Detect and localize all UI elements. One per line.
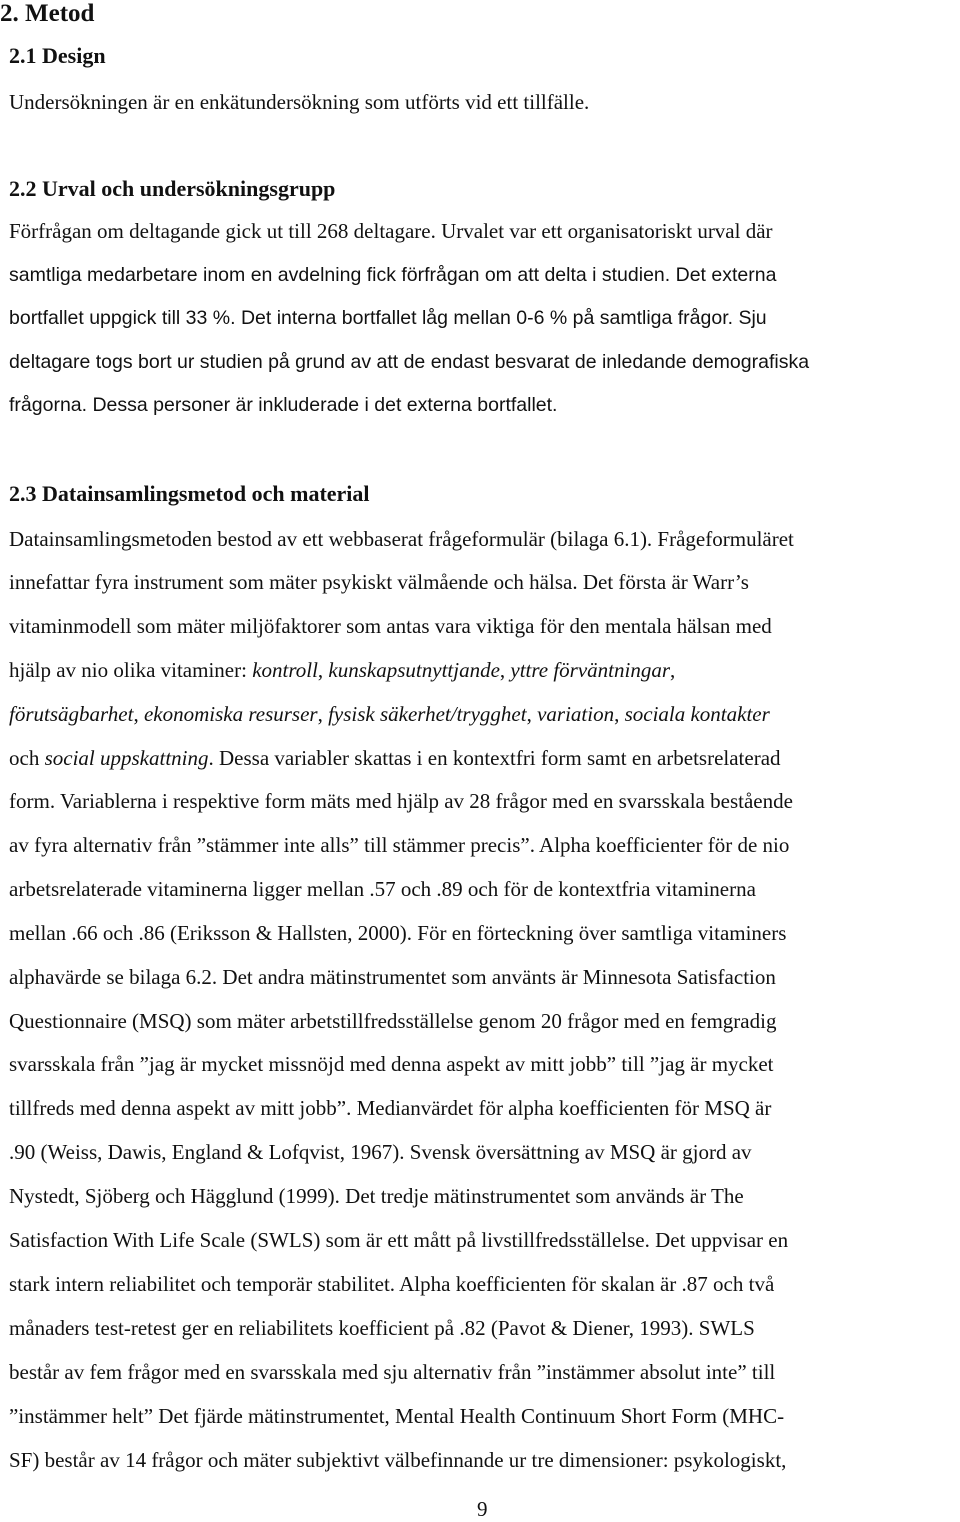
body-line: månaders test-retest ger en reliabilitets koefficient på .82 (Pavot & Diener, 1993). SWLS (9, 1316, 755, 1340)
body-line: Satisfaction With Life Scale (SWLS) som är ett mått på livstillfredsställelse. Det uppvisar en (9, 1228, 789, 1252)
heading-urval: 2.2 Urval och undersökningsgrupp (9, 176, 336, 201)
body-text: , (670, 658, 676, 682)
vitamin-term: sociala kontakter (624, 702, 770, 726)
body-line: innefattar fyra instrument som mäter psykiskt välmående och hälsa. Det första är Warr’s (9, 570, 749, 594)
body-line: Nystedt, Sjöberg och Hägglund (1999). Det tredje mätinstrumentet som används är The (9, 1184, 744, 1208)
body-line: består av fem frågor med en svarsskala med sju alternativ från ”instämmer absolut inte” till (9, 1360, 776, 1384)
body-line: ”instämmer helt” Det fjärde mätinstrumentet, Mental Health Continuum Short Form (MHC- (9, 1404, 785, 1428)
body-line: svarsskala från ”jag är mycket missnöjd med denna aspekt av mitt jobb” till ”jag är mycket (9, 1052, 774, 1076)
body-text: , (133, 702, 144, 726)
section-heading-metod: 2. Metod (0, 0, 95, 27)
urval-line: frågorna. Dessa personer är inkluderade i det externa bortfallet. (9, 394, 558, 416)
urval-line: bortfallet uppgick till 33 %. Det interna bortfallet låg mellan 0-6 % på samtliga frågor. Sju (9, 307, 767, 329)
vitamin-term: förutsägbarhet (9, 702, 134, 726)
body-text: , (614, 702, 625, 726)
design-text: Undersökningen är en enkätundersökning som utförts vid ett tillfälle. (9, 90, 590, 114)
vitamin-term: kontroll (252, 658, 318, 682)
body-line: stark intern reliabilitet och temporär stabilitet. Alpha koefficienten för skalan är .87 och två (9, 1272, 775, 1296)
body-text: , (499, 658, 511, 682)
body-line (9, 656, 675, 684)
vitamin-term: yttre förväntningar (510, 658, 671, 682)
body-line (9, 744, 781, 772)
body-line (9, 700, 770, 728)
vitamin-term: kunskapsutnyttjande (328, 658, 500, 682)
body-line: SF) består av 14 frågor och mäter subjektivt välbefinnande ur tre dimensioner: psykologiskt, (9, 1448, 787, 1472)
body-text: och (9, 746, 45, 770)
urval-line: Förfrågan om deltagande gick ut till 268 deltagare. Urvalet var ett organisatoriskt urval där (9, 219, 773, 243)
page-number: 9 (477, 1497, 488, 1521)
body-text: , (317, 658, 329, 682)
vitamin-term: social uppskattning (44, 746, 209, 770)
body-line: Datainsamlingsmetoden bestod av ett webbaserat frågeformulär (bilaga 6.1). Frågeformuläret (9, 527, 794, 551)
body-line: arbetsrelaterade vitaminerna ligger mellan .57 och .89 och för de kontextfria vitaminerna (9, 877, 756, 901)
body-text: , (526, 702, 538, 726)
body-text: hjälp av nio olika vitaminer: (9, 658, 253, 682)
vitamin-term: ekonomiska resurser (143, 702, 318, 726)
body-line: Questionnaire (MSQ) som mäter arbetstillfredsställelse genom 20 frågor med en femgradig (9, 1009, 777, 1033)
body-text: . Dessa variabler skattas i en kontextfri form samt en arbetsrelaterad (208, 746, 781, 770)
body-line: form. Variablerna i respektive form mäts med hjälp av 28 frågor med en svarsskala bestående (9, 789, 793, 813)
vitamin-term: variation (537, 702, 615, 726)
body-text: , (317, 702, 329, 726)
heading-datainsamling: 2.3 Datainsamlingsmetod och material (9, 481, 370, 506)
body-line: vitaminmodell som mäter miljöfaktorer som antas vara viktiga för den mentala hälsan med (9, 614, 772, 638)
urval-line: samtliga medarbetare inom en avdelning fick förfrågan om att delta i studien. Det externa (9, 264, 777, 286)
body-line: av fyra alternativ från ”stämmer inte alls” till stämmer precis”. Alpha koefficienter för de nio (9, 833, 790, 857)
body-line: mellan .66 och .86 (Eriksson & Hallsten, 2000). För en förteckning över samtliga vitaminers (9, 921, 787, 945)
body-line: alphavärde se bilaga 6.2. Det andra mätinstrumentet som använts är Minnesota Satisfaction (9, 965, 776, 989)
urval-line: deltagare togs bort ur studien på grund av att de endast besvarat de inledande demografiska (9, 351, 810, 373)
heading-design: 2.1 Design (9, 43, 106, 68)
body-line: .90 (Weiss, Dawis, England & Lofqvist, 1967). Svensk översättning av MSQ är gjord av (9, 1140, 752, 1164)
body-line: tillfreds med denna aspekt av mitt jobb”. Medianvärdet för alpha koefficienten för MSQ är (9, 1096, 772, 1120)
vitamin-term: fysisk säkerhet/trygghet (328, 702, 527, 726)
